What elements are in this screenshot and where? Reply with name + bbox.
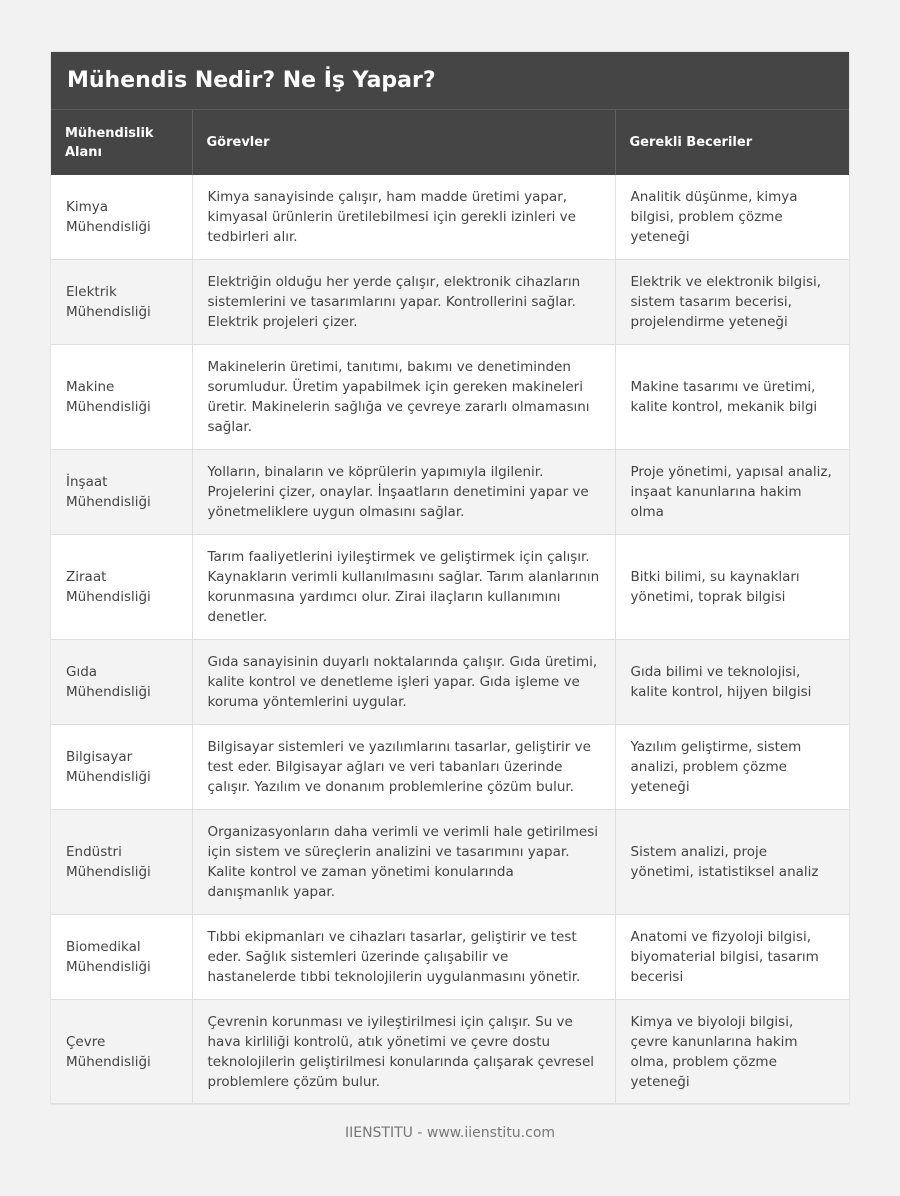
engineering-table-card [51, 52, 849, 1104]
cell-skills: Yazılım geliştirme, sistem analizi, problem çözme yeteneği [615, 725, 849, 810]
cell-tasks: Gıda sanayisinin duyarlı noktalarında çalışır. Gıda üretimi, kalite kontrol ve denetleme işleri yapar. Gıda işleme ve koruma yöntemlerini uygular. [192, 640, 615, 725]
table-row [51, 535, 849, 640]
cell-tasks: Kimya sanayisinde çalışır, ham madde üretimi yapar, kimyasal ürünlerin üretilebilmesi için gerekli izinleri ve tedbirleri alır. [192, 175, 615, 260]
header-area: Mühendislik Alanı [51, 110, 192, 175]
cell-area: Kimya Mühendisliği [51, 175, 192, 260]
footer-credit: IIENSTITU - www.iienstitu.com [344, 1125, 556, 1141]
table-row [51, 810, 849, 915]
cell-tasks: Organizasyonların daha verimli ve verimli hale getirilmesi için sistem ve süreçlerin analizini ve tasarımını yapar. Kalite kontrol ve zaman yönetimi konularında danışmanlık yapar. [192, 810, 615, 915]
cell-tasks: Tıbbi ekipmanları ve cihazları tasarlar, geliştirir ve test eder. Sağlık sistemleri üzerinde çalışabilir ve hastanelerde tıbbi teknolojilerin uygulanmasını yönetir. [192, 915, 615, 1000]
table-row [51, 260, 849, 345]
cell-area: Elektrik Mühendisliği [51, 260, 192, 345]
cell-area: Ziraat Mühendisliği [51, 535, 192, 640]
table-row [51, 450, 849, 535]
cell-area: Gıda Mühendisliği [51, 640, 192, 725]
engineering-table [51, 110, 849, 1104]
cell-tasks: Yolların, binaların ve köprülerin yapımıyla ilgilenir. Projelerini çizer, onaylar. İnşaatların denetimini yapar ve yönetmeliklere uygun olmasını sağlar. [192, 450, 615, 535]
cell-area: Bilgisayar Mühendisliği [51, 725, 192, 810]
table-title-bar [51, 52, 849, 110]
cell-tasks: Elektriğin olduğu her yerde çalışır, elektronik cihazların sistemlerini ve tasarımlarını yapar. Kontrollerini sağlar. Elektrik projeleri çizer. [192, 260, 615, 345]
cell-skills: Anatomi ve fizyoloji bilgisi, biyomaterial bilgisi, tasarım becerisi [615, 915, 849, 1000]
cell-area: Biomedikal Mühendisliği [51, 915, 192, 1000]
cell-tasks: Bilgisayar sistemleri ve yazılımlarını tasarlar, geliştirir ve test eder. Bilgisayar ağları ve veri tabanları üzerinde çalışır. Yazılım ve donanım problemlerine çözüm bulur. [192, 725, 615, 810]
cell-area: Endüstri Mühendisliği [51, 810, 192, 915]
header-skills: Gerekli Beceriler [615, 110, 849, 175]
cell-tasks: Çevrenin korunması ve iyileştirilmesi için çalışır. Su ve hava kirliliği kontrolü, atık yönetimi ve çevre dostu teknolojilerin geliştirilmesi konularında çalışarak çevresel problemlere çözüm bulur. [192, 1000, 615, 1104]
table-row [51, 175, 849, 260]
table-row [51, 915, 849, 1000]
cell-skills: Gıda bilimi ve teknolojisi, kalite kontrol, hijyen bilgisi [615, 640, 849, 725]
cell-tasks: Makinelerin üretimi, tanıtımı, bakımı ve denetiminden sorumludur. Üretim yapabilmek için gereken makineleri üretir. Makinelerin sağlığa ve çevreye zararlı olmamasını sağlar. [192, 345, 615, 450]
table-header-row [51, 110, 849, 175]
cell-skills: Proje yönetimi, yapısal analiz, inşaat kanunlarına hakim olma [615, 450, 849, 535]
cell-skills: Bitki bilimi, su kaynakları yönetimi, toprak bilgisi [615, 535, 849, 640]
table-row [51, 1000, 849, 1104]
cell-skills: Sistem analizi, proje yönetimi, istatistiksel analiz [615, 810, 849, 915]
cell-area: Çevre Mühendisliği [51, 1000, 192, 1104]
header-tasks: Görevler [192, 110, 615, 175]
cell-tasks: Tarım faaliyetlerini iyileştirmek ve geliştirmek için çalışır. Kaynakların verimli kullanılmasını sağlar. Tarım alanlarının korunmasına yardımcı olur. Zirai ilaçların kullanımını denetler. [192, 535, 615, 640]
cell-skills: Makine tasarımı ve üretimi, kalite kontrol, mekanik bilgi [615, 345, 849, 450]
table-row [51, 640, 849, 725]
cell-area: İnşaat Mühendisliği [51, 450, 192, 535]
cell-skills: Analitik düşünme, kimya bilgisi, problem çözme yeteneği [615, 175, 849, 260]
table-row [51, 345, 849, 450]
cell-area: Makine Mühendisliği [51, 345, 192, 450]
cell-skills: Elektrik ve elektronik bilgisi, sistem tasarım becerisi, projelendirme yeteneği [615, 260, 849, 345]
cell-skills: Kimya ve biyoloji bilgisi, çevre kanunlarına hakim olma, problem çözme yeteneği [615, 1000, 849, 1104]
page-title: Mühendis Nedir? Ne İş Yapar? [67, 68, 436, 93]
table-row [51, 725, 849, 810]
